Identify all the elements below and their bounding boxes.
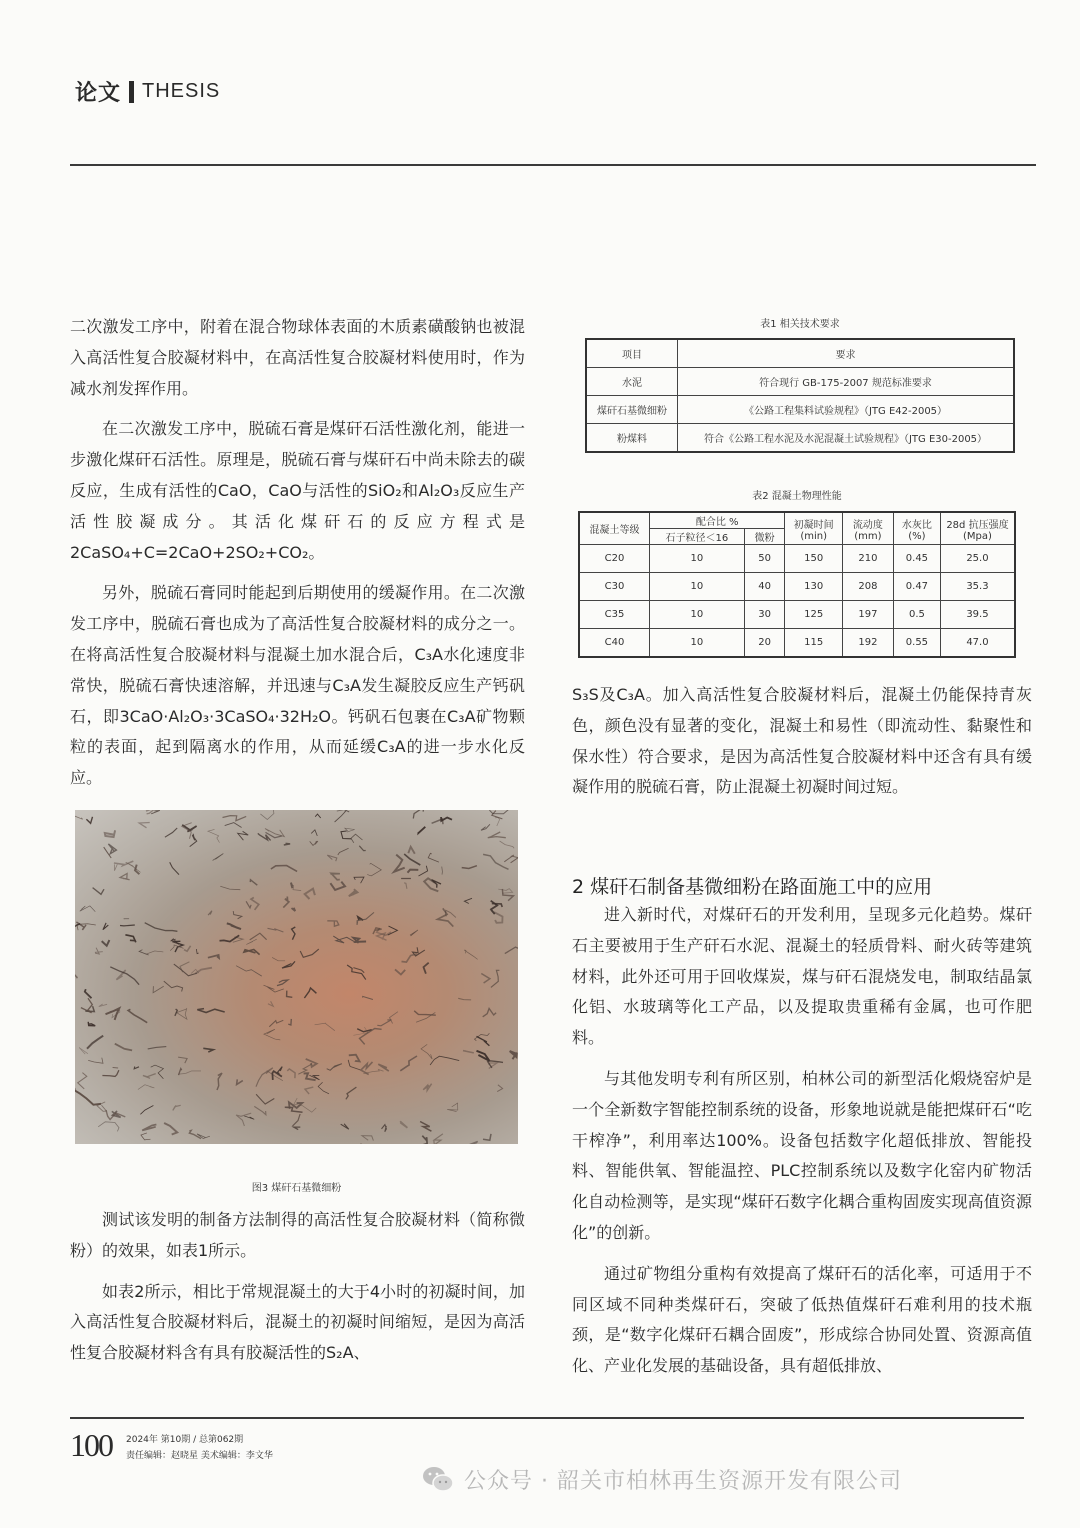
- table-row: [579, 629, 1015, 658]
- crack-line: [491, 970, 500, 987]
- crack-line: [315, 1023, 335, 1030]
- crack-line: [151, 1065, 164, 1079]
- table-row: [586, 396, 1014, 424]
- table1-cell: 符合现行 GB-175-2007 规范标准要求: [678, 368, 1015, 396]
- crack-line: [337, 810, 347, 811]
- crack-line: [98, 1122, 119, 1132]
- crack-line: [464, 898, 472, 903]
- table1-cell: 粉煤料: [586, 424, 678, 453]
- paragraph: 另外，脱硫石膏同时能起到后期使用的缓凝作用。在二次激发工序中，脱硫石膏也成为了高活性复合胶凝材料的成分之一。在将高活性复合胶凝材料与混凝土加水混合后，C₃A水化速度非常快，脱硫石膏快速溶解，并迅速与C₃A发生凝胶反应生产钙矾石，即3CaO·Al₂O₃·3CaSO₄·32H₂O。钙矾石包裹在C₃A矿物颗粒的表面，起到隔离水的作用，从而延缓C₃A的进一步水化反应。: [70, 583, 525, 788]
- crack-line: [139, 823, 150, 828]
- top-rule: [70, 164, 1036, 166]
- crack-line: [272, 957, 285, 960]
- crack-line: [79, 1048, 88, 1055]
- crack-line: [327, 855, 337, 861]
- crack-line: [165, 828, 177, 837]
- crack-line: [170, 862, 179, 874]
- crack-line: [287, 991, 293, 998]
- crack-line: [238, 831, 249, 840]
- crack-line: [250, 933, 267, 940]
- crack-line: [315, 814, 321, 818]
- table-row: [579, 601, 1015, 629]
- crack-line: [220, 935, 240, 941]
- table2-cell: 0.55: [893, 629, 940, 658]
- crack-line: [402, 954, 417, 962]
- table2-cell: 0.5: [893, 601, 940, 629]
- crack-line: [178, 1057, 187, 1063]
- crack-line: [438, 908, 454, 926]
- crack-line: [293, 885, 301, 890]
- crack-line: [175, 1009, 177, 1016]
- table2-cell: 10: [649, 545, 744, 573]
- crack-line: [504, 855, 518, 863]
- crack-line: [390, 1012, 398, 1024]
- crack-line: [327, 1064, 342, 1071]
- table1-cell: 水泥: [586, 368, 678, 396]
- table2-cell: 210: [842, 545, 893, 573]
- crack-line: [292, 908, 296, 911]
- table1-header-row: [586, 339, 1014, 368]
- crack-line: [305, 1087, 313, 1094]
- crack-line: [164, 1123, 177, 1135]
- crack-line: [408, 847, 415, 854]
- crack-line: [400, 1056, 417, 1071]
- crack-line: [359, 846, 365, 851]
- crack-line: [173, 1105, 181, 1110]
- crack-line: [505, 947, 518, 956]
- crack-line: [217, 1073, 222, 1090]
- right-bottom-text: [572, 900, 1032, 1382]
- table1-header-item: 项目: [586, 339, 678, 368]
- crack-line: [237, 1079, 243, 1084]
- crack-line: [423, 1084, 431, 1091]
- watermark-text: 公众号 · 韶关市柏林再生资源开发有限公司: [464, 1469, 902, 1494]
- section-label: 论文: [75, 81, 122, 106]
- crack-line: [419, 866, 428, 876]
- crack-line: [304, 988, 316, 998]
- table2-cell: 10: [649, 573, 744, 601]
- crack-line: [246, 939, 256, 944]
- table2-cell: C30: [579, 573, 649, 601]
- crack-line: [146, 951, 164, 954]
- running-header: [75, 76, 220, 107]
- crack-line: [254, 1106, 266, 1114]
- crack-line: [404, 854, 420, 865]
- crack-line: [377, 933, 387, 940]
- crack-line: [341, 831, 351, 839]
- crack-line: [362, 1136, 374, 1141]
- table1-header-req: 要求: [678, 339, 1015, 368]
- table2-cell: 208: [842, 573, 893, 601]
- crack-line: [264, 985, 284, 992]
- crack-line: [502, 889, 513, 901]
- crack-line: [99, 1004, 107, 1007]
- crack-line: [197, 1009, 224, 1013]
- crack-line: [93, 888, 104, 895]
- crack-line: [102, 940, 110, 946]
- crack-line: [277, 980, 288, 986]
- crack-line: [284, 843, 290, 845]
- crack-line: [208, 955, 219, 958]
- crack-line: [349, 1055, 360, 1062]
- crack-line: [208, 911, 212, 915]
- cracked-powder-texture: [75, 810, 518, 1144]
- crack-line: [203, 1048, 213, 1052]
- crack-line: [174, 964, 197, 976]
- table2-cell: C20: [579, 545, 649, 573]
- crack-line: [363, 996, 373, 999]
- crack-line: [260, 810, 274, 820]
- crack-line: [225, 823, 242, 828]
- figure-photo: [75, 810, 518, 1144]
- crack-line: [293, 1114, 301, 1126]
- table2-cell: 125: [785, 601, 842, 629]
- table2-header-slump: 流动度 (mm): [842, 512, 893, 545]
- crack-line: [305, 889, 315, 899]
- crack-line: [354, 877, 364, 883]
- table2-header-strength: 28d 抗压强度 (Mpa): [940, 512, 1015, 545]
- table-row: [586, 424, 1014, 453]
- table1-caption: 表1 相关技术要求: [760, 319, 840, 330]
- crack-line: [87, 1036, 103, 1049]
- crack-line: [250, 880, 257, 885]
- crack-line: [80, 906, 96, 912]
- crack-line: [283, 897, 289, 908]
- crack-line: [143, 1074, 156, 1079]
- crack-line: [311, 830, 317, 836]
- crack-line: [75, 1089, 101, 1104]
- crack-line: [400, 1121, 407, 1128]
- crack-line: [244, 950, 260, 955]
- crack-line: [424, 963, 429, 974]
- crack-line: [464, 950, 477, 959]
- table2-cell: 39.5: [940, 601, 1015, 629]
- crack-line: [88, 1058, 103, 1064]
- table2-header-row: [579, 512, 1015, 529]
- crack-line: [110, 967, 139, 985]
- crack-line: [85, 989, 92, 998]
- table2-cell: 25.0: [940, 545, 1015, 573]
- crack-line: [483, 1134, 491, 1140]
- crack-line: [462, 866, 477, 869]
- crack-line: [477, 1051, 490, 1061]
- crack-line: [120, 874, 130, 880]
- crack-line: [442, 867, 443, 875]
- section-label-en: THESIS: [142, 80, 221, 102]
- table2-cell: 115: [785, 629, 842, 658]
- crack-line: [141, 1133, 151, 1140]
- crack-line: [300, 949, 319, 957]
- table1-cell: 煤矸石基微细粉: [586, 396, 678, 424]
- table2-header-set: 初凝时间 (min): [785, 512, 842, 545]
- crack-line: [88, 1022, 95, 1026]
- crack-line: [291, 883, 293, 889]
- crack-line: [467, 1142, 478, 1145]
- crack-line: [361, 1062, 373, 1075]
- table2-header-aggregate: 石子粒径＜16: [649, 529, 744, 545]
- crack-line: [489, 810, 518, 814]
- table2-cell: 10: [649, 629, 744, 658]
- crack-line: [148, 1047, 167, 1049]
- table2-cell: 40: [744, 573, 785, 601]
- paragraph: 如表2所示，相比于常规混凝土的大于4小时的初凝时间，加入高活性复合胶凝材料后，混凝土的初凝时间缩短，是因为高活性复合胶凝材料含有具有胶凝活性的S₂A、: [70, 1281, 525, 1363]
- crack-line: [481, 974, 490, 984]
- paragraph: 进入新时代，对煤矸石的开发利用，呈现多元化趋势。煤矸石主要被用于生产矸石水泥、混凝土的轻质骨料、耐火砖等建筑材料，此外还可用于回收煤炭，煤与矸石混烧发电，制取结晶氯化铝、水玻璃等化工产品，以及提取贵重稀有金属，也可作肥料。: [572, 905, 1032, 1048]
- crack-line: [294, 1127, 301, 1130]
- crack-line: [331, 873, 340, 880]
- crack-line: [196, 949, 198, 954]
- crack-line: [113, 1068, 119, 1069]
- crack-line: [413, 810, 423, 819]
- page-number: 100: [70, 1427, 112, 1463]
- table1-cell: 符合《公路工程水泥及水泥混凝土试验规程》（JTG E30-2005）: [678, 424, 1015, 453]
- crack-line: [432, 880, 441, 888]
- crack-line: [268, 928, 284, 932]
- crack-line: [495, 818, 500, 827]
- table2-cell: 0.45: [893, 545, 940, 573]
- watermark: [422, 1464, 902, 1495]
- crack-line: [353, 938, 366, 943]
- table-row: [579, 545, 1015, 573]
- crack-line: [180, 962, 189, 972]
- crack-line: [382, 1125, 387, 1132]
- table2-cell: 197: [842, 601, 893, 629]
- crack-line: [246, 901, 251, 908]
- crack-line: [256, 1068, 273, 1087]
- crack-line: [103, 923, 108, 930]
- crack-line: [510, 1051, 517, 1059]
- crack-line: [269, 1020, 283, 1026]
- editor-credits: 责任编辑：赵晓星 美术编辑：李文华: [126, 1451, 273, 1461]
- crack-line: [126, 862, 141, 872]
- crack-line: [500, 841, 514, 848]
- table2-cell: 130: [785, 573, 842, 601]
- crack-line: [268, 1001, 273, 1006]
- paragraph: 在二次激发工序中，脱硫石膏是煤矸石活性激化剂，能进一步激化煤矸石活性。原理是，脱硫石膏与煤矸石中尚未除去的碳反应，生成有活性的CaO，CaO与活性的SiO₂和Al₂O₃反应生产活性胶凝成分。其活化煤矸石的反应方程式是2CaSO₄+C=2CaO+2SO₂+CO₂。: [70, 419, 525, 562]
- crack-line: [153, 986, 164, 993]
- table2-cell: C40: [579, 629, 649, 658]
- crack-line: [463, 1051, 474, 1053]
- crack-line: [394, 855, 405, 872]
- crack-line: [420, 1122, 431, 1132]
- crack-line: [128, 1009, 147, 1022]
- table2-header-grade: 混凝土等级: [579, 512, 649, 545]
- crack-line: [288, 1019, 291, 1025]
- crack-line: [220, 886, 240, 890]
- crack-line: [458, 998, 471, 1000]
- left-bottom-text: [70, 1205, 525, 1369]
- crack-line: [78, 1073, 87, 1089]
- crack-line: [164, 981, 183, 991]
- crack-line: [294, 1098, 316, 1112]
- crack-line: [95, 948, 102, 954]
- crack-line: [285, 1107, 303, 1112]
- crack-line: [367, 863, 381, 876]
- crack-line: [265, 829, 284, 837]
- table2-cell: 192: [842, 629, 893, 658]
- table2-cell: 0.47: [893, 573, 940, 601]
- crack-line: [349, 889, 358, 896]
- crack-line: [287, 1069, 295, 1078]
- crack-line: [195, 968, 212, 974]
- crack-line: [102, 1070, 119, 1076]
- crack-line: [271, 866, 297, 872]
- right-top-text: [572, 680, 1032, 803]
- crack-line: [208, 829, 220, 842]
- table2-cell: C35: [579, 601, 649, 629]
- crack-line: [477, 1036, 490, 1045]
- crack-line: [410, 930, 418, 936]
- crack-line: [335, 811, 350, 823]
- table1-cell: 《公路工程集料试验规程》（JTG E42-2005）: [678, 396, 1015, 424]
- table2-header-mix: 配合比 %: [649, 512, 785, 529]
- crack-line: [233, 911, 242, 919]
- crack-line: [306, 1059, 317, 1067]
- crack-line: [236, 1113, 251, 1126]
- crack-line: [145, 923, 178, 932]
- crack-line: [134, 1067, 139, 1069]
- crack-line: [125, 935, 135, 943]
- crack-line: [488, 832, 506, 838]
- crack-line: [304, 1073, 316, 1080]
- crack-line: [120, 925, 135, 926]
- crack-line: [292, 927, 296, 940]
- paragraph: 与其他发明专利有所区别，柏林公司的新型活化煅烧窑炉是一个全新数字智能控制系统的设备，形象地说就是能把煤矸石“吃干榨净”，利用率达100%。设备包括数字化超低排放、智能投料、智能供氧、智能温控、PLC控制系统以及数字化窑内矿物活化自动检测等，是实现“煤矸石数字化耦合重构固废实现高值资源化”的创新。: [572, 1068, 1032, 1242]
- issue-info: 2024年 第10期 / 总第062期: [126, 1435, 244, 1445]
- table2-caption: 表2 混凝土物理性能: [752, 491, 842, 502]
- crack-line: [227, 923, 241, 929]
- header-divider: [129, 81, 134, 103]
- crack-line: [142, 1125, 156, 1131]
- figure-caption: 图3 煤矸石基微细粉: [251, 1183, 342, 1194]
- crack-line: [139, 950, 149, 955]
- crack-line: [408, 870, 419, 873]
- paragraph: 二次激发工序中，附着在混合物球体表面的木质素磺酸钠也被混入高活性复合胶凝材料中，在高活性复合胶凝材料使用时，作为减水剂发挥作用。: [70, 317, 525, 398]
- paragraph: S₃S及C₃A。加入高活性复合胶凝材料后，混凝土仍能保持青灰色，颜色没有显著的变化，混凝土和易性（即流动性、黏聚性和保水性）符合要求，是因为高活性复合胶凝材料中还含有具有缓凝作用的脱硫石膏，防止混凝土初凝时间过短。: [572, 685, 1032, 797]
- crack-line: [318, 1082, 329, 1094]
- crack-line: [341, 1124, 349, 1130]
- left-column-text: [70, 312, 525, 794]
- crack-line: [86, 817, 92, 824]
- table-row: [586, 368, 1014, 396]
- table2-header-wc: 水灰比 (%): [893, 512, 940, 545]
- crack-line: [184, 946, 191, 951]
- crack-line: [497, 1085, 502, 1092]
- table-row: [579, 573, 1015, 601]
- crack-line: [330, 882, 345, 890]
- crack-line: [418, 827, 425, 833]
- crack-line: [115, 1044, 132, 1051]
- crack-line: [213, 854, 224, 861]
- table2-cell: 47.0: [940, 629, 1015, 658]
- wechat-icon: [422, 1465, 454, 1495]
- crack-line: [105, 830, 115, 837]
- table2-cell: 20: [744, 629, 785, 658]
- table2-cell: 150: [785, 545, 842, 573]
- crack-line: [327, 921, 339, 926]
- crack-line: [346, 1087, 357, 1099]
- crack-line: [75, 816, 83, 819]
- crack-line: [278, 1067, 283, 1074]
- crack-line: [421, 1136, 427, 1144]
- crack-line: [430, 1056, 459, 1065]
- table2-header-powder: 微粉: [744, 529, 785, 545]
- section-heading: 2 煤矸石制备基微细粉在路面施工中的应用: [572, 876, 933, 898]
- crack-line: [264, 1029, 280, 1040]
- crack-line: [114, 864, 117, 870]
- crack-line: [428, 853, 439, 862]
- crack-line: [223, 816, 247, 821]
- crack-line: [498, 889, 512, 894]
- table2-cell: 10: [649, 601, 744, 629]
- crack-line: [494, 912, 503, 923]
- crack-line: [338, 848, 349, 855]
- crack-line: [404, 883, 407, 889]
- crack-line: [481, 824, 490, 830]
- table2-cell: 50: [744, 545, 785, 573]
- table2: [578, 511, 1016, 658]
- crack-line: [108, 844, 116, 854]
- crack-line: [351, 834, 363, 843]
- crack-line: [244, 1116, 254, 1119]
- crack-line: [491, 901, 498, 914]
- crack-line: [75, 972, 78, 979]
- crack-line: [251, 898, 259, 910]
- crack-line: [138, 1085, 155, 1090]
- crack-line: [178, 1071, 201, 1074]
- crack-line: [434, 1134, 443, 1144]
- crack-line: [310, 841, 318, 845]
- crack-line: [177, 1008, 187, 1019]
- crack-line: [447, 1103, 458, 1112]
- crack-line: [282, 961, 295, 968]
- paragraph: 通过矿物组分重构有效提高了煤矸石的活化率，可适用于不同区域不同种类煤矸石，突破了低热值煤矸石难利用的技术瓶颈，是“数字化煤矸石耦合固废”，形成综合协同处置、资源高值化、产业化发展的基础设备，具有超低排放、: [572, 1263, 1032, 1376]
- crack-line: [421, 1044, 432, 1059]
- crack-line: [256, 1094, 274, 1104]
- paragraph: 测试该发明的制备方法制得的高活性复合胶凝材料（简称微粉）的效果，如表1所示。: [70, 1210, 525, 1260]
- table2-cell: 35.3: [940, 573, 1015, 601]
- crack-line: [236, 966, 262, 976]
- bottom-rule: [70, 1417, 1024, 1419]
- table1: [585, 338, 1015, 453]
- table2-cell: 30: [744, 601, 785, 629]
- crack-line: [483, 1009, 496, 1017]
- crack-line: [395, 969, 405, 974]
- crack-line: [140, 1106, 153, 1115]
- crack-line: [377, 1020, 391, 1026]
